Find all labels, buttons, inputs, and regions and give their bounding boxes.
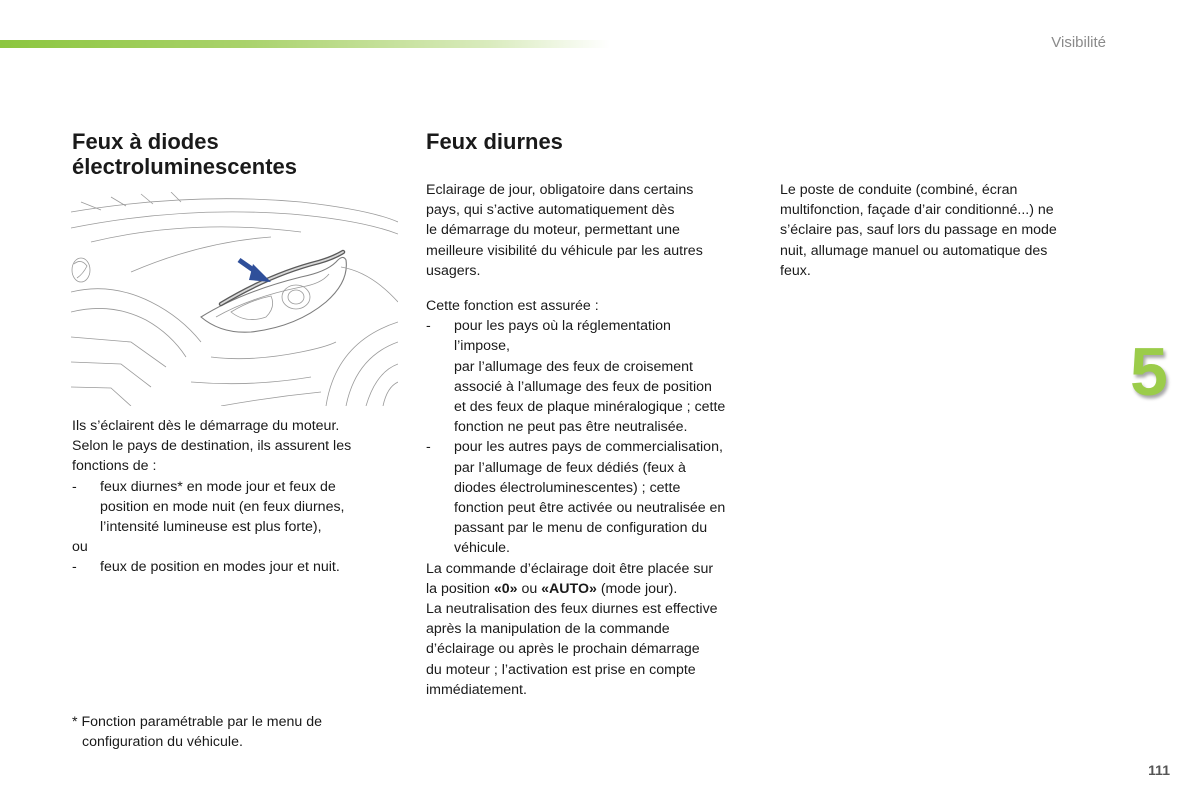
headlight-illustration: [71, 192, 398, 406]
list-item-line: l’impose,: [454, 338, 510, 355]
text-run: la position: [426, 580, 494, 597]
para-line: nuit, allumage manuel ou automatique des: [780, 242, 1048, 259]
left-column-text: [72, 416, 392, 578]
para-line: meilleure visibilité du véhicule par les autres: [426, 242, 703, 259]
footnote: [72, 712, 392, 752]
list-item: [72, 557, 392, 577]
para-line: La commande d’éclairage doit être placée sur: [426, 560, 714, 577]
header-accent-bar: [0, 40, 610, 48]
footnote-line: configuration du véhicule.: [82, 734, 243, 751]
text-run: ou: [517, 580, 542, 597]
list-dash: -: [426, 439, 431, 456]
title-line-2: électroluminescentes: [72, 154, 297, 179]
list-item-line: pour les autres pays de commercialisation,: [454, 439, 723, 456]
para-line: Le poste de conduite (combiné, écran: [780, 182, 1018, 198]
list-item: [426, 437, 756, 558]
list-item-line: par l’allumage de feux dédiés (feux à: [454, 459, 686, 476]
list-item-line: et des feux de plaque minéralogique ; cette: [454, 399, 726, 416]
para-line: La neutralisation des feux diurnes est effective: [426, 601, 718, 618]
para-line: s’éclaire pas, sauf lors du passage en mode: [780, 222, 1057, 239]
para-line: d’éclairage ou après le prochain démarrage: [426, 641, 700, 658]
left-column-title: [72, 129, 402, 179]
para-line-position: [426, 579, 756, 599]
intro-line: fonctions de :: [72, 458, 157, 475]
list-item-line: l’intensité lumineuse est plus forte),: [100, 519, 322, 536]
para-line: usagers.: [426, 262, 481, 279]
para-line: le démarrage du moteur, permettant une: [426, 222, 680, 239]
title-line-1: Feux à diodes: [72, 129, 219, 154]
section-label: Visibilité: [1051, 34, 1106, 51]
list-item-line: position en mode nuit (en feux diurnes,: [100, 498, 345, 515]
intro-line: Selon le pays de destination, ils assurent les: [72, 438, 352, 455]
list-item-line: fonction peut être activée ou neutralisée en: [454, 500, 726, 517]
para-line: après la manipulation de la commande: [426, 621, 670, 638]
list-item-line: véhicule.: [454, 540, 510, 557]
list-item-line: passant par le menu de configuration du: [454, 520, 708, 537]
para-line: feux.: [780, 262, 811, 279]
footnote-line: * Fonction paramétrable par le menu de: [72, 714, 322, 730]
list-item: [426, 316, 756, 437]
list-item-line: fonction ne peut pas être neutralisée.: [454, 419, 688, 436]
page-number: 111: [1148, 762, 1170, 778]
text-run: (mode jour).: [596, 580, 678, 597]
feux-diurnes-title: Feux diurnes: [426, 129, 563, 154]
para-line: pays, qui s’active automatiquement dès: [426, 202, 675, 219]
para-line: du moteur ; l’activation est prise en compte: [426, 661, 696, 678]
list-item: [72, 477, 392, 538]
arrow-icon: [239, 260, 271, 282]
position-auto-label: «AUTO»: [541, 580, 597, 597]
position-0-label: «0»: [493, 580, 518, 597]
list-item-line: feux diurnes* en mode jour et feux de: [100, 478, 336, 495]
middle-column-title: [426, 129, 756, 154]
middle-para-2: [426, 296, 756, 700]
list-dash: -: [72, 478, 77, 495]
middle-para-1: [426, 180, 756, 281]
list-item-line: pour les pays où la réglementation: [454, 318, 671, 335]
list-item-line: feux de position en modes jour et nuit.: [100, 559, 340, 576]
intro-line: Ils s’éclairent dès le démarrage du moteur.: [72, 418, 340, 434]
list-item-line: diodes électroluminescentes) ; cette: [454, 479, 681, 496]
or-word: ou: [72, 539, 88, 556]
right-column-text: [780, 180, 1090, 281]
list-dash: -: [72, 559, 77, 576]
para-line: immédiatement.: [426, 681, 527, 698]
para-line: multifonction, façade d’air conditionné...) ne: [780, 202, 1054, 219]
chapter-number: 5: [1130, 334, 1168, 410]
list-dash: -: [426, 318, 431, 335]
para-line: Cette fonction est assurée :: [426, 298, 599, 314]
list-item-line: par l’allumage des feux de croisement: [454, 358, 693, 375]
list-item-line: associé à l’allumage des feux de position: [454, 378, 712, 395]
para-line: Eclairage de jour, obligatoire dans certains: [426, 182, 694, 198]
